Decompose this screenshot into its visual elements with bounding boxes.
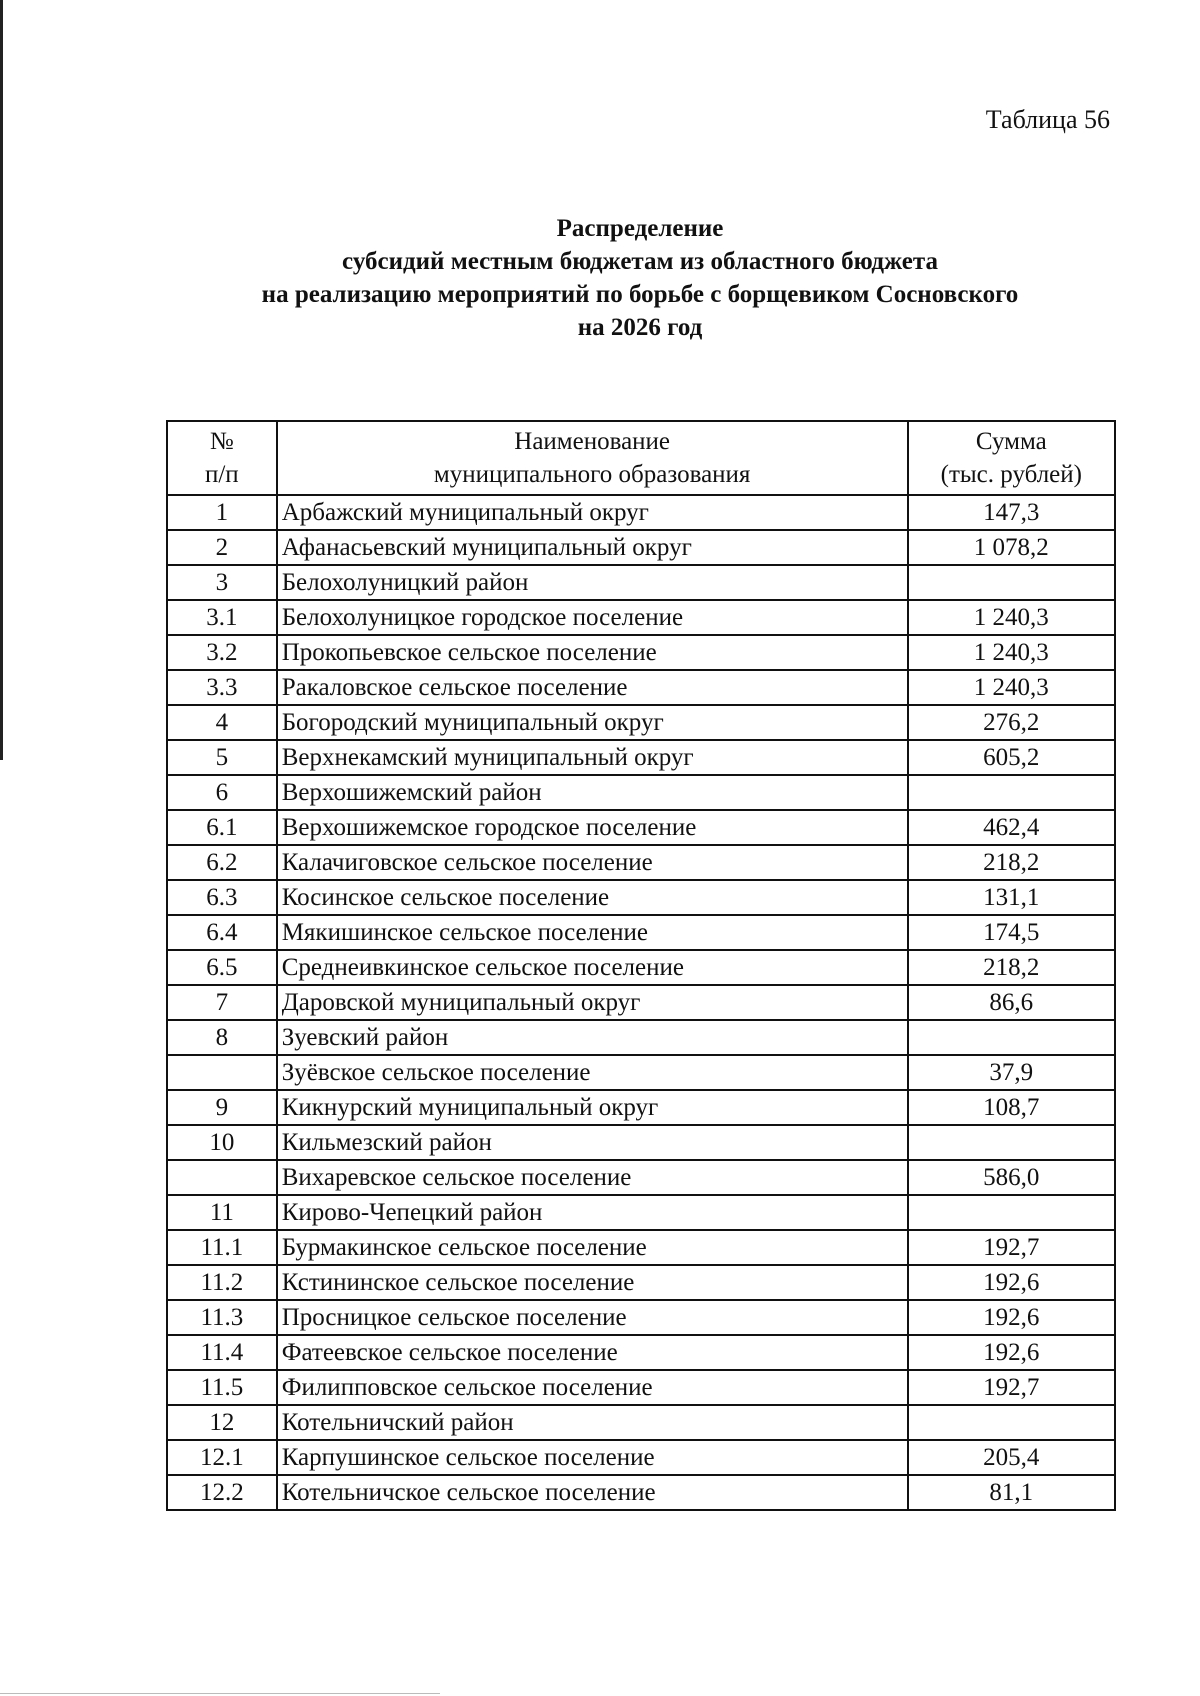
row-name-cell: Среднеивкинское сельское поселение (277, 950, 908, 985)
table-row (167, 495, 1115, 530)
row-number-cell: 3.3 (167, 670, 277, 705)
table-row (167, 1300, 1115, 1335)
title-line-3: на реализацию мероприятий по борьбе с борщевиком Сосновского (261, 281, 1019, 308)
row-sum-cell: 108,7 (908, 1090, 1115, 1125)
table-number-label: Таблица 56 (985, 105, 1110, 134)
row-name-cell: Косинское сельское поселение (277, 880, 908, 915)
row-name-cell: Котельничское сельское поселение (277, 1475, 908, 1510)
row-name-cell: Зуевский район (277, 1020, 908, 1055)
document-title (150, 212, 1130, 344)
row-sum-cell: 586,0 (908, 1160, 1115, 1195)
table-row (167, 1230, 1115, 1265)
row-number-cell: 12.2 (167, 1475, 277, 1510)
row-name-cell: Верхошижемское городское поселение (277, 810, 908, 845)
scan-bottom-line (0, 1693, 440, 1694)
row-sum-cell: 192,6 (908, 1300, 1115, 1335)
row-name-cell: Мякишинское сельское поселение (277, 915, 908, 950)
row-name-cell: Филипповское сельское поселение (277, 1370, 908, 1405)
row-number-cell: 7 (167, 985, 277, 1020)
table-row (167, 670, 1115, 705)
row-name-cell: Прокопьевское сельское поселение (277, 635, 908, 670)
row-sum-cell: 131,1 (908, 880, 1115, 915)
table-row (167, 775, 1115, 810)
row-number-cell: 6 (167, 775, 277, 810)
row-name-cell: Верхнекамский муниципальный округ (277, 740, 908, 775)
table-row (167, 1020, 1115, 1055)
row-number-cell: 1 (167, 495, 277, 530)
row-number-cell: 12 (167, 1405, 277, 1440)
table-row (167, 1405, 1115, 1440)
row-number-cell (167, 1160, 277, 1195)
header-sum-line2: (тыс. рублей) (940, 461, 1082, 488)
row-name-cell: Калачиговское сельское поселение (277, 845, 908, 880)
row-number-cell (167, 1055, 277, 1090)
table-row (167, 915, 1115, 950)
row-sum-cell: 218,2 (908, 845, 1115, 880)
row-sum-cell: 1 078,2 (908, 530, 1115, 565)
title-line-4: на 2026 год (577, 314, 703, 341)
header-name-line1: Наименование (514, 428, 671, 455)
table-row (167, 1440, 1115, 1475)
table-row (167, 1335, 1115, 1370)
row-number-cell: 11.3 (167, 1300, 277, 1335)
table-row (167, 530, 1115, 565)
row-sum-cell: 605,2 (908, 740, 1115, 775)
row-number-cell: 11 (167, 1195, 277, 1230)
header-name (277, 421, 908, 495)
header-sum (908, 421, 1115, 495)
row-name-cell: Вихаревское сельское поселение (277, 1160, 908, 1195)
table-row (167, 740, 1115, 775)
row-sum-cell: 37,9 (908, 1055, 1115, 1090)
subsidy-table (166, 420, 1116, 1511)
table-row (167, 1090, 1115, 1125)
row-name-cell: Кикнурский муниципальный округ (277, 1090, 908, 1125)
row-sum-cell (908, 1195, 1115, 1230)
scan-edge-line (0, 0, 3, 760)
row-name-cell: Даровской муниципальный округ (277, 985, 908, 1020)
header-number-line1: № (209, 428, 234, 455)
row-number-cell: 4 (167, 705, 277, 740)
row-sum-cell: 192,6 (908, 1335, 1115, 1370)
row-sum-cell (908, 1125, 1115, 1160)
table-row (167, 1125, 1115, 1160)
row-name-cell: Богородский муниципальный округ (277, 705, 908, 740)
table-row (167, 600, 1115, 635)
table-header-row (167, 421, 1115, 495)
row-sum-cell: 1 240,3 (908, 670, 1115, 705)
row-sum-cell: 218,2 (908, 950, 1115, 985)
row-sum-cell (908, 1405, 1115, 1440)
row-number-cell: 11.4 (167, 1335, 277, 1370)
row-name-cell: Афанасьевский муниципальный округ (277, 530, 908, 565)
row-number-cell: 11.1 (167, 1230, 277, 1265)
row-number-cell: 11.2 (167, 1265, 277, 1300)
table-row (167, 950, 1115, 985)
row-name-cell: Карпушинское сельское поселение (277, 1440, 908, 1475)
row-sum-cell: 147,3 (908, 495, 1115, 530)
table-row (167, 880, 1115, 915)
row-number-cell: 8 (167, 1020, 277, 1055)
table-row (167, 635, 1115, 670)
table-row (167, 985, 1115, 1020)
row-sum-cell: 1 240,3 (908, 635, 1115, 670)
row-name-cell: Белохолуницкое городское поселение (277, 600, 908, 635)
row-sum-cell: 192,7 (908, 1370, 1115, 1405)
row-name-cell: Бурмакинское сельское поселение (277, 1230, 908, 1265)
header-number (167, 421, 277, 495)
row-name-cell: Зуёвское сельское поселение (277, 1055, 908, 1090)
table-row (167, 1265, 1115, 1300)
table-body (167, 495, 1115, 1510)
row-name-cell: Фатеевское сельское поселение (277, 1335, 908, 1370)
row-name-cell: Кстининское сельское поселение (277, 1265, 908, 1300)
row-sum-cell: 192,6 (908, 1265, 1115, 1300)
row-name-cell: Просницкое сельское поселение (277, 1300, 908, 1335)
row-number-cell: 6.4 (167, 915, 277, 950)
header-sum-line1: Сумма (975, 428, 1047, 455)
row-number-cell: 10 (167, 1125, 277, 1160)
row-sum-cell: 276,2 (908, 705, 1115, 740)
header-name-line2: муниципального образования (433, 461, 751, 488)
row-number-cell: 6.2 (167, 845, 277, 880)
row-number-cell: 2 (167, 530, 277, 565)
row-sum-cell: 81,1 (908, 1475, 1115, 1510)
header-number-line2: п/п (204, 461, 239, 488)
row-name-cell: Кильмезский район (277, 1125, 908, 1160)
table-row (167, 1160, 1115, 1195)
table-row (167, 1055, 1115, 1090)
row-sum-cell (908, 1020, 1115, 1055)
row-name-cell: Кирово-Чепецкий район (277, 1195, 908, 1230)
row-number-cell: 6.1 (167, 810, 277, 845)
table-row (167, 705, 1115, 740)
row-sum-cell: 174,5 (908, 915, 1115, 950)
table-row (167, 1370, 1115, 1405)
row-number-cell: 6.3 (167, 880, 277, 915)
row-sum-cell: 1 240,3 (908, 600, 1115, 635)
row-sum-cell: 462,4 (908, 810, 1115, 845)
row-number-cell: 12.1 (167, 1440, 277, 1475)
table-row (167, 565, 1115, 600)
table-row (167, 845, 1115, 880)
row-number-cell: 3.2 (167, 635, 277, 670)
row-sum-cell: 86,6 (908, 985, 1115, 1020)
row-sum-cell (908, 565, 1115, 600)
row-name-cell: Котельничский район (277, 1405, 908, 1440)
row-number-cell: 11.5 (167, 1370, 277, 1405)
row-sum-cell (908, 775, 1115, 810)
row-name-cell: Ракаловское сельское поселение (277, 670, 908, 705)
row-sum-cell: 205,4 (908, 1440, 1115, 1475)
table-row (167, 810, 1115, 845)
row-number-cell: 3 (167, 565, 277, 600)
table-row (167, 1475, 1115, 1510)
row-name-cell: Белохолуницкий район (277, 565, 908, 600)
row-number-cell: 9 (167, 1090, 277, 1125)
row-sum-cell: 192,7 (908, 1230, 1115, 1265)
table-row (167, 1195, 1115, 1230)
row-name-cell: Верхошижемский район (277, 775, 908, 810)
row-number-cell: 6.5 (167, 950, 277, 985)
title-line-1: Распределение (556, 215, 724, 242)
row-name-cell: Арбажский муниципальный округ (277, 495, 908, 530)
row-number-cell: 3.1 (167, 600, 277, 635)
table-header (167, 421, 1115, 495)
title-line-2: субсидий местным бюджетам из областного бюджета (342, 248, 938, 275)
row-number-cell: 5 (167, 740, 277, 775)
